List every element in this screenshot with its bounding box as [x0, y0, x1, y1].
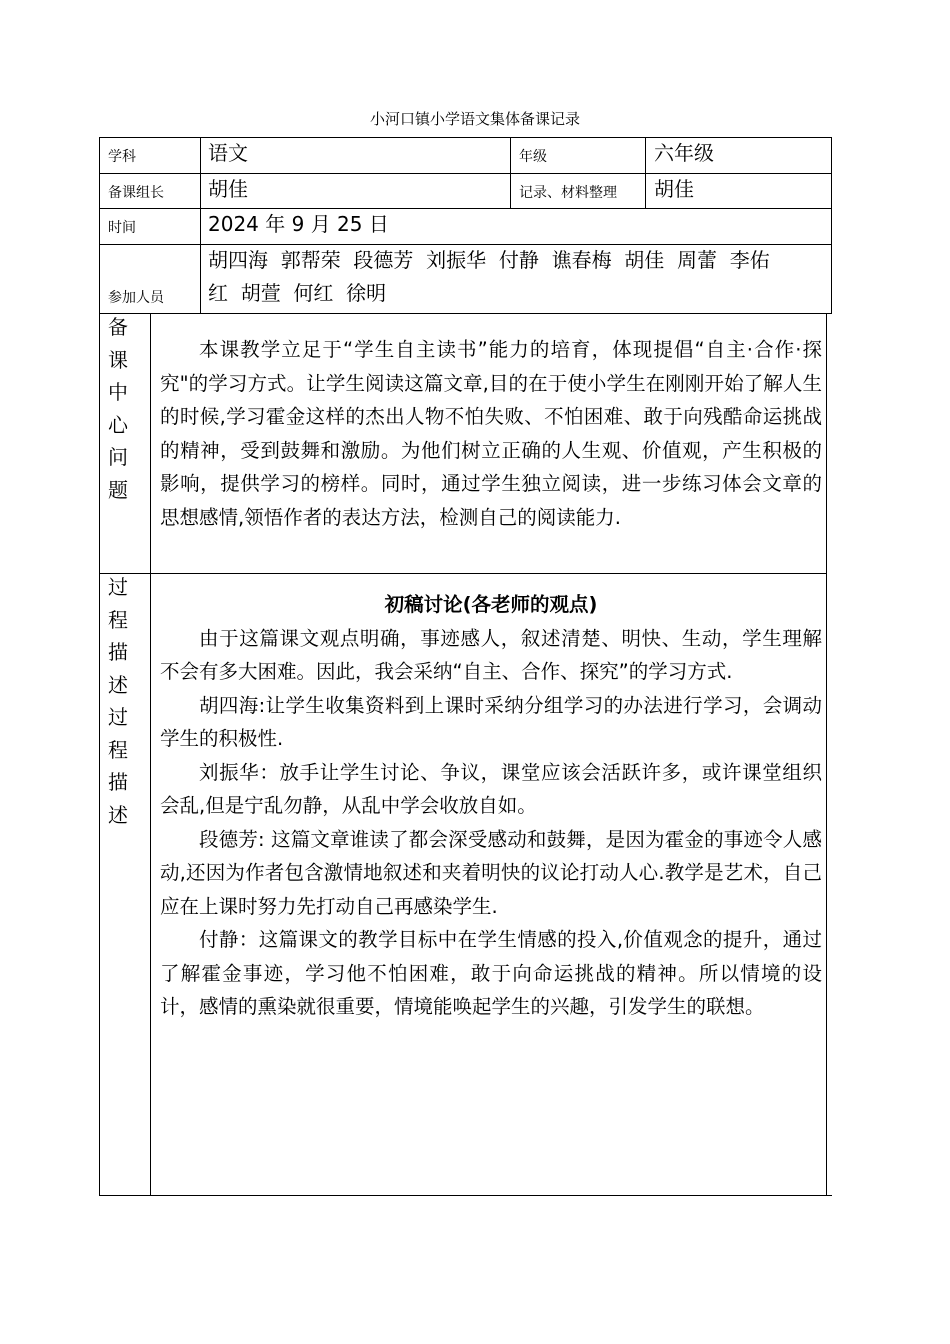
mid-column-divider: [510, 137, 511, 209]
participants-line-2: 红 胡萱 何红 徐明: [208, 281, 387, 305]
central-issue-paragraph: 本课教学立足于“学生自主读书”能力的培育，体现提倡“自主·合作·探究"的学习方式。让学生阅读这篇文章,目的在于使小学生在刚刚开始了解人生的时候,学习霍金这样的杰出人物不怕失败、不怕困难、敢于向残酷命运挑战的精神，受到鼓舞和激励。为他们树立正确的人生观、价值观，产生积极的影响，提供学习的榜样。同时，通过学生独立阅读，进一步练习体会文章的思想感情,领悟作者的表达方法，检测自己的阅读能力.: [160, 338, 822, 529]
process-label: [101, 571, 135, 831]
participants-line-1: 胡四海 郭帮荣 段德芳 刘振华 付静 谯春梅 胡佳 周蕾 李佑: [208, 248, 770, 272]
mid-column-divider: [645, 137, 646, 209]
table-border-right: [826, 313, 827, 1196]
process-paragraph: 由于这篇课文观点明确，事迹感人，叙述清楚、明快、生动，学生理解不会有多大困难。因此，我会采纳“自主、合作、探究”的学习方式.: [160, 626, 822, 683]
process-paragraph: 胡四海:让学生收集资料到上课时采纳分组学习的办法进行学习，会调动学生的积极性.: [160, 693, 822, 750]
page-title: 小河口镇小学语文集体备课记录: [369, 110, 580, 128]
time-value: 2024 年 9 月 25 日: [208, 212, 389, 236]
label-char: 述: [108, 802, 128, 827]
label-char: 程: [108, 607, 128, 632]
label-char: 述: [108, 672, 128, 697]
recorder-label: 记录、材料整理: [519, 185, 617, 201]
label-char: 描: [108, 770, 128, 794]
label-column-divider: [200, 137, 201, 314]
grade-label: 年级: [519, 149, 547, 165]
central-issue-label: [101, 311, 135, 506]
table-border-right: [831, 137, 832, 314]
time-label: 时间: [108, 220, 136, 236]
label-char: 过: [108, 575, 128, 599]
participants-label: 参加人员: [108, 290, 164, 306]
grade-value: 六年级: [654, 141, 714, 165]
process-paragraph: 刘振华：放手让学生讨论、争议，课堂应该会活跃许多，或许课堂组织会乱,但是宁乱勿静，从乱中学会收放自如。: [160, 760, 822, 817]
subject-value: 语文: [208, 141, 248, 165]
label-char: 课: [108, 347, 128, 372]
label-char: 描: [108, 640, 128, 664]
subject-label: 学科: [108, 149, 136, 165]
label-char: 备: [108, 315, 128, 339]
label-char: 心: [108, 412, 128, 437]
table-row-divider: [99, 573, 826, 574]
label-char: 问: [108, 445, 128, 469]
table-border-left: [99, 137, 100, 1196]
recorder-value: 胡佳: [654, 177, 694, 201]
label-column-divider: [150, 313, 151, 1196]
label-char: 程: [108, 737, 128, 762]
table-border-bottom: [99, 1195, 832, 1196]
leader-value: 胡佳: [208, 177, 248, 201]
process-paragraph: 段德芳: 这篇文章谁读了都会深受感动和鼓舞，是因为霍金的事迹令人感动,还因为作者包含激情地叙述和夹着明快的议论打动人心.教学是艺术，自己应在上课时努力先打动自己再感染学生.: [160, 827, 822, 918]
table-row-divider: [99, 313, 832, 314]
process-paragraph: 付静：这篇课文的教学目标中在学生情感的投入,价值观念的提升，通过了解霍金事迹，学习他不怕困难，敢于向命运挑战的精神。所以情境的设计，感情的熏染就很重要，情境能唤起学生的兴趣，引发学生的联想。: [160, 928, 822, 1018]
process-text: [160, 588, 822, 1024]
process-heading: 初稿讨论(各老师的观点): [384, 593, 598, 616]
label-char: 题: [108, 477, 128, 502]
label-char: 过: [108, 705, 128, 729]
central-issue-text: [160, 333, 822, 534]
leader-label: 备课组长: [108, 185, 164, 201]
label-char: 中: [108, 380, 128, 404]
